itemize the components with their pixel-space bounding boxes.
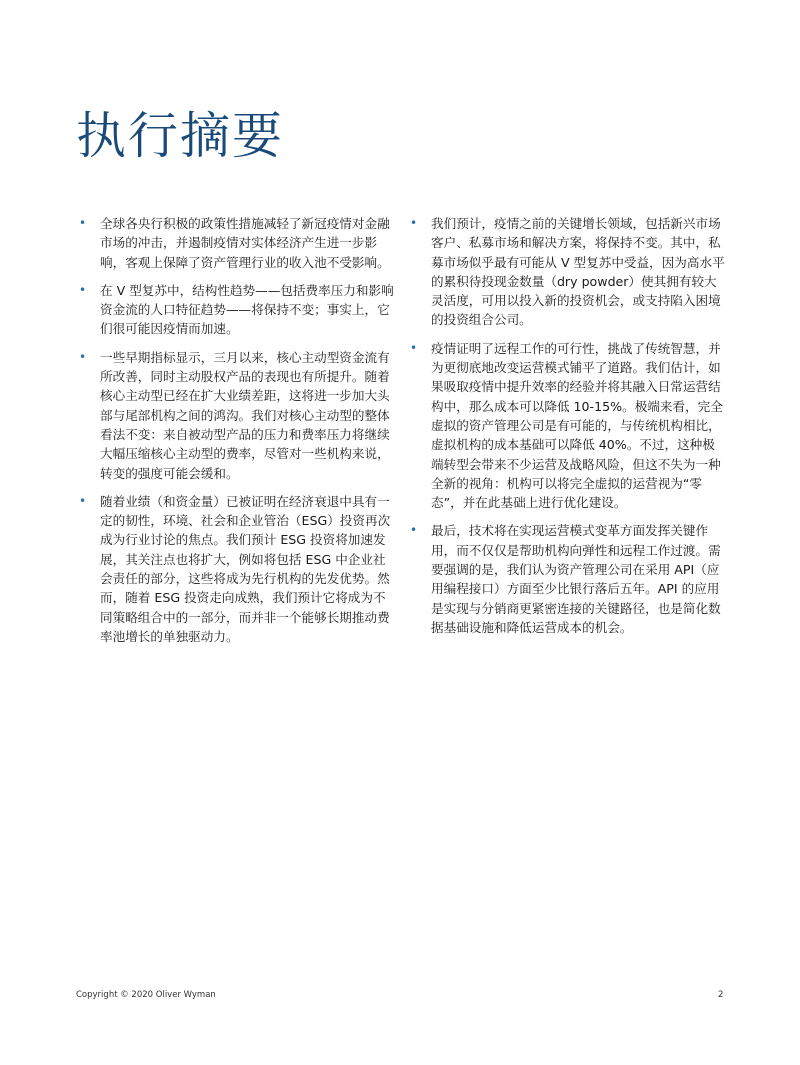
list-item: [407, 339, 725, 513]
bullet-icon: •: [79, 493, 87, 508]
list-item: [76, 214, 394, 272]
bullet-list-right: [407, 214, 725, 637]
paragraph-text: 最后，技术将在实现运营模式变革方面发挥关键作用，而不仅仅是帮助机构向弹性和远程工作过渡。需要强调的是，我们认为资产管理公司在采用 API（应用编程接口）方面至少比银行落后五年。API 的应用是实现与分销商更紧密连接的关键路径，也是简化数据基础设施和降低运营成本的机会。: [431, 523, 721, 635]
bullet-icon: •: [79, 349, 87, 364]
paragraph-text: 在 V 型复苏中，结构性趋势——包括费率压力和影响资金流的人口特征趋势——将保持不变；事实上，它们很可能因疫情而加速。: [100, 282, 394, 337]
list-item: [76, 348, 394, 483]
list-item: [407, 521, 725, 637]
paragraph-text: 疫情证明了远程工作的可行性，挑战了传统智慧，并为更彻底地改变运营模式铺平了道路。我们估计，如果吸取疫情中提升效率的经验并将其融入日常运营结构中，那么成本可以降低 10-15%。极端来看，完全虚拟的资产管理公司是有可能的，与传统机构相比，虚拟机构的成本基础可以降低 40%。不过，这种极端转型会带来不少运营及战略风险，但这不失为一种全新的视角：机构可以将完全虚拟的运营视为“零态”，并在此基础上进行优化建设。: [431, 340, 723, 511]
bullet-icon: •: [79, 216, 87, 230]
paragraph-text: 全球各央行积极的政策性措施减轻了新冠疫情对金融市场的冲击，并遏制疫情对实体经济产生进一步影响，客观上保障了资产管理行业的收入池不受影响。: [100, 216, 390, 270]
left-column: [76, 214, 394, 655]
paragraph-text: 我们预计，疫情之前的关键增长领域，包括新兴市场客户、私募市场和解决方案，将保持不变。其中，私募市场似乎最有可能从 V 型复苏中受益，因为高水平的累积待投现金数量（dry powder）使其拥有较大灵活度，可用以投入新的投资机会，或支持陷入困境的投资组合公司。: [431, 216, 725, 328]
page-title: 执行摘要: [76, 107, 284, 165]
bullet-icon: •: [410, 340, 418, 355]
list-item: [76, 492, 394, 646]
page-number: 2: [718, 990, 724, 1000]
paragraph-text: 随着业绩（和资金量）已被证明在经济衰退中具有一定的韧性，环境、社会和企业管治（ESG）投资再次成为行业讨论的焦点。我们预计 ESG 投资将加速发展，其关注点也将扩大，例如将包括 ESG 中企业社会责任的部分，这些将成为先行机构的先发优势。然而，随着 ESG 投资走向成熟，我们预计它将成为不同策略组合中的一部分，而并非一个能够长期推动费率池增长的单独驱动力。: [100, 493, 391, 644]
right-column: [407, 214, 725, 646]
footer-copyright: Copyright © 2020 Oliver Wyman: [76, 990, 216, 1000]
list-item: [76, 281, 394, 339]
paragraph-text: 一些早期指标显示，三月以来，核心主动型资金流有所改善，同时主动股权产品的表现也有所提升。随着核心主动型已经在扩大业绩差距，这将进一步加大头部与尾部机构之间的鸿沟。我们对核心主动型的整体看法不变：来自被动型产品的压力和费率压力将继续大幅压缩核心主动型的费率，尽管对一些机构来说，转变的强度可能会缓和。: [100, 349, 390, 481]
list-item: [407, 214, 725, 330]
bullet-icon: •: [410, 216, 418, 230]
bullet-icon: •: [79, 282, 87, 297]
bullet-icon: •: [410, 523, 418, 538]
bullet-list-left: [76, 214, 394, 646]
